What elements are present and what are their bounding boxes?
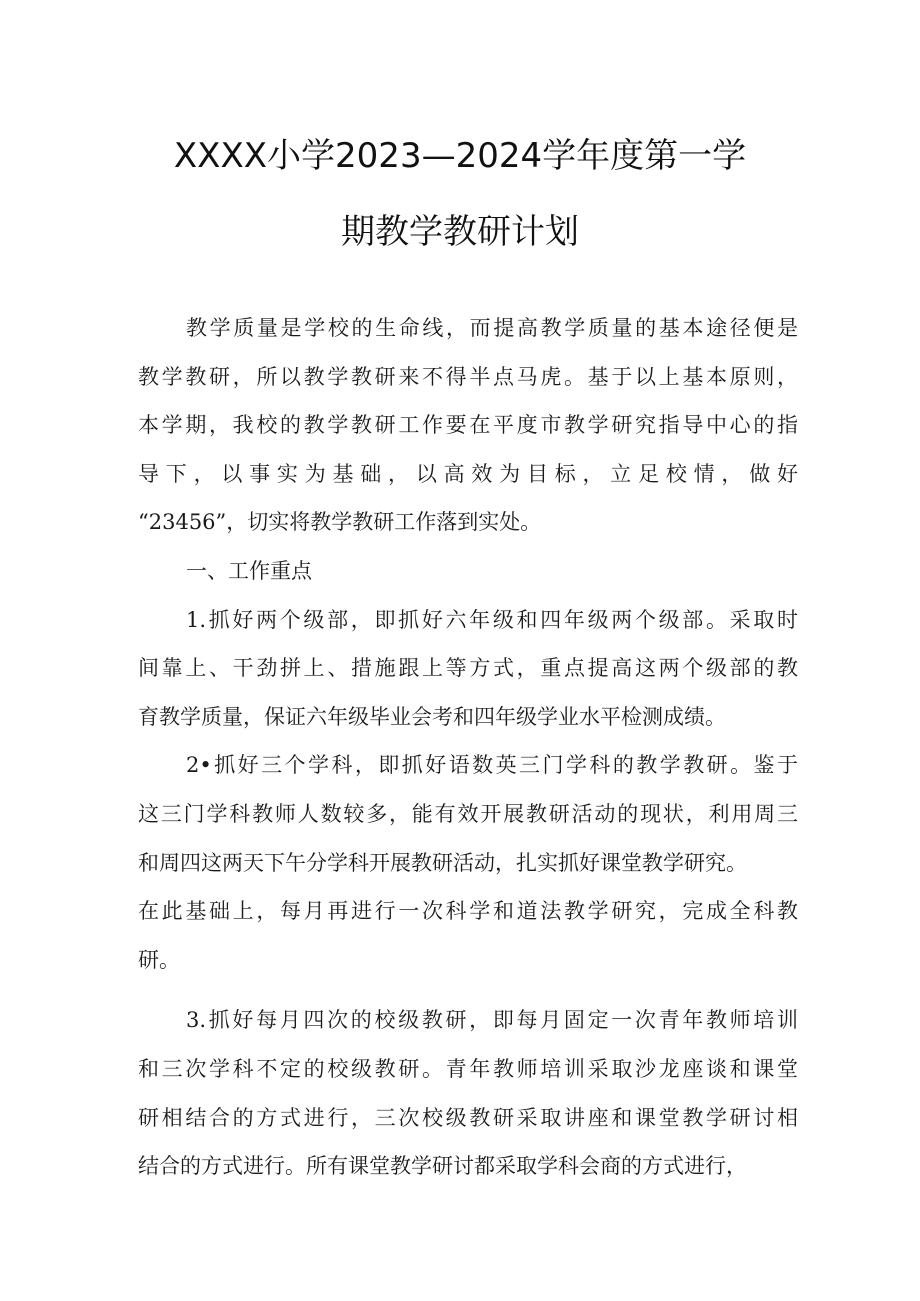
paragraph-line: 2•抓好三个学科，即抓好语数英三门学科的教学教研。鉴于 bbox=[186, 753, 798, 778]
paragraph-line: 和三次学科不定的校级教研。青年教师培训采取沙龙座谈和课堂 bbox=[138, 1056, 798, 1081]
paragraph-line: 在此基础上，每月再进行一次科学和道法教学研究，完成全科教 bbox=[138, 899, 798, 924]
paragraph-line: 和周四这两天下午分学科开展教研活动，扎实抓好课堂教学研究。 bbox=[138, 850, 747, 875]
paragraph-line: 本学期，我校的教学教研工作要在平度市教学研究指导中心的指 bbox=[138, 413, 798, 438]
paragraph-line: 1.抓好两个级部，即抓好六年级和四年级两个级部。采取时 bbox=[186, 607, 798, 632]
paragraph-line: 这三门学科教师人数较多，能有效开展教研活动的现状，利用周三 bbox=[138, 801, 798, 826]
paragraph-line: 结合的方式进行。所有课堂教学研讨都采取学科会商的方式进行， bbox=[138, 1154, 747, 1179]
document-body bbox=[138, 304, 798, 1191]
paragraph-line: 研。 bbox=[138, 947, 180, 972]
paragraph-line: 导下，以事实为基础，以高效为目标，立足校情，做好 bbox=[138, 461, 798, 486]
paragraph-line: 研相结合的方式进行，三次校级教研采取讲座和课堂教学研讨相 bbox=[138, 1105, 798, 1130]
document-title-line-1: XXXX小学2023—2024学年度第一学 bbox=[173, 136, 747, 176]
paragraph-line: “23456”，切实将教学教研工作落到实处。 bbox=[138, 510, 542, 535]
document-title-line-2: 期教学教研计划 bbox=[341, 212, 579, 252]
section-heading: 一、工作重点 bbox=[186, 558, 312, 583]
paragraph-line: 教学教研，所以教学教研来不得半点马虎。基于以上基本原则， bbox=[138, 364, 798, 389]
paragraph-line: 3.抓好每月四次的校级教研，即每月固定一次青年教师培训 bbox=[186, 1008, 798, 1033]
paragraph-gap bbox=[138, 984, 798, 996]
paragraph-line: 间靠上、干劲拼上、措施跟上等方式，重点提高这两个级部的教 bbox=[138, 656, 798, 681]
paragraph-line: 育教学质量，保证六年级毕业会考和四年级学业水平检测成绩。 bbox=[138, 704, 726, 729]
paragraph-line: 教学质量是学校的生命线，而提高教学质量的基本途径便是 bbox=[186, 316, 798, 340]
